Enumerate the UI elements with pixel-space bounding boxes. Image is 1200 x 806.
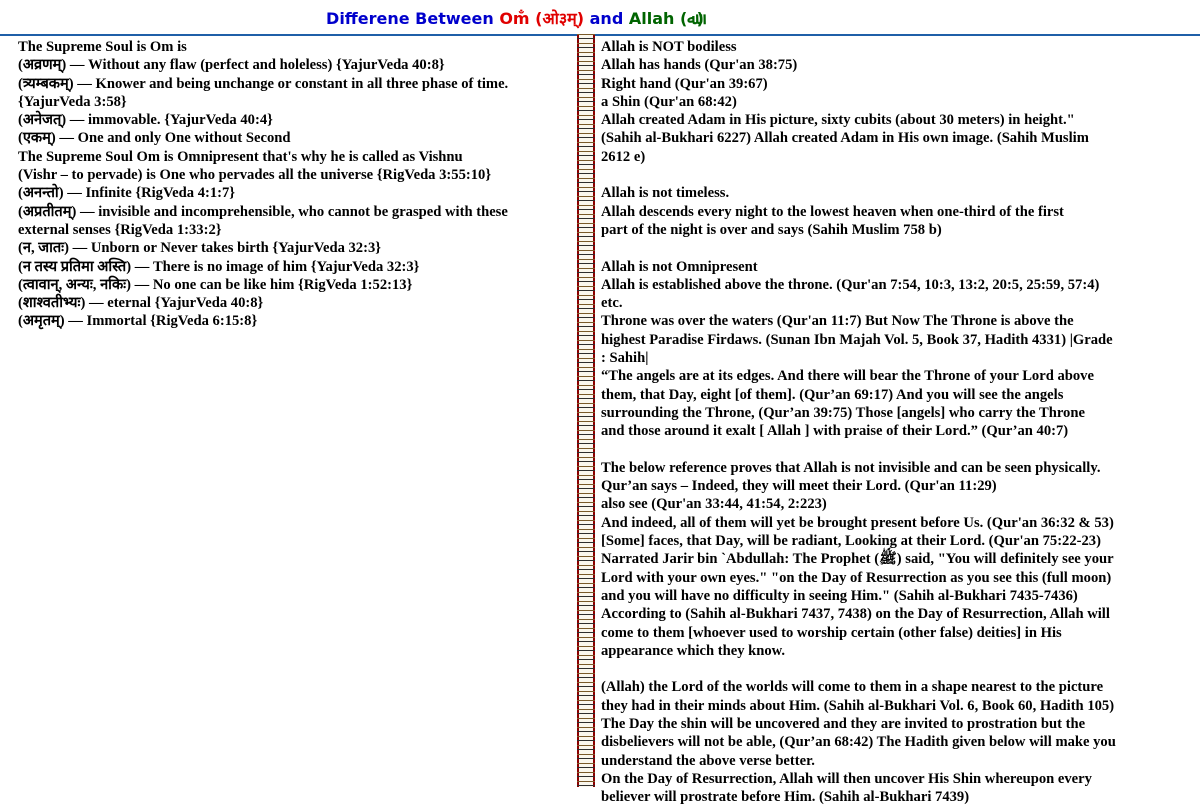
right-line: Allah has hands (Qur'an 38:75) bbox=[601, 57, 798, 74]
right-line: Allah is NOT bodiless bbox=[601, 39, 737, 55]
right-line: Allah is not Omnipresent bbox=[601, 258, 758, 275]
right-line: they had in their minds about Him. (Sahih al-Bukhari Vol. 6, Book 60, Hadith 105) bbox=[601, 697, 1115, 714]
left-line: (त्वावान्, अन्यः, नकिः) — No one can be like him {RigVeda 1:52:13} bbox=[18, 276, 413, 293]
left-line: (एकम्) — One and only One without Second bbox=[18, 130, 291, 147]
right-line: Throne was over the waters (Qur'an 11:7) But Now The Throne is above the bbox=[601, 313, 1074, 330]
right-line: and those around it exalt [ Allah ] with praise of their Lord.” (Qur’an 40:7) bbox=[601, 423, 1069, 440]
right-line: “The angels are at its edges. And there will bear the Throne of your Lord above bbox=[601, 368, 1094, 385]
right-line: disbelievers will not be able, (Qur’an 68:42) The Hadith given below will make you bbox=[601, 734, 1116, 751]
right-line: The Day the shin will be uncovered and they are invited to prostration but the bbox=[601, 715, 1086, 732]
left-line: (अनेजत्) — immovable. {YajurVeda 40:4} bbox=[18, 112, 273, 129]
top-rule bbox=[0, 34, 1200, 36]
right-line: surrounding the Throne, (Qur’an 39:75) Those [angels] who carry the Throne bbox=[601, 404, 1085, 421]
title-prefix: Differene Between bbox=[326, 9, 500, 28]
left-line: (अप्रतीतम्) — invisible and incomprehensible, who cannot be grasped with these bbox=[18, 203, 508, 220]
section-not-timeless bbox=[601, 184, 1191, 239]
right-line: (Sahih al-Bukhari 6227) Allah created Adam in His own image. (Sahih Muslim bbox=[601, 130, 1089, 147]
right-line: According to (Sahih al-Bukhari 7437, 7438) on the Day of Resurrection, Allah will bbox=[601, 606, 1110, 623]
right-line: believer will prostrate before Him. (Sahih al-Bukhari 7439) bbox=[601, 789, 970, 806]
right-line: part of the night is over and says (Sahih Muslim 758 b) bbox=[601, 221, 942, 238]
left-line: The Supreme Soul Om is Omnipresent that's why he is called as Vishnu bbox=[18, 148, 463, 165]
section-not-bodiless bbox=[601, 38, 1191, 166]
left-line: The Supreme Soul is Om is bbox=[18, 39, 187, 55]
right-line: Allah is not timeless. bbox=[601, 185, 730, 202]
title-om-devanagari: (ओ३म्) bbox=[535, 9, 585, 28]
right-line: highest Paradise Firdaws. (Sunan Ibn Majah Vol. 5, Book 37, Hadith 4331) |Grade bbox=[601, 331, 1113, 348]
right-line: Allah is established above the throne. (Qur'an 7:54, 10:3, 13:2, 20:5, 25:59, 57:4) bbox=[601, 276, 1100, 293]
right-line: Narrated Jarir bin `Abdullah: The Prophet (ﷺ) said, "You will definitely see your bbox=[601, 551, 1114, 568]
left-line: (त्र्यम्बकम्) — Knower and being unchange or constant in all three phase of time. bbox=[18, 75, 509, 92]
right-line: appearance which they know. bbox=[601, 642, 786, 659]
left-line: (अमृतम्) — Immortal {RigVeda 6:15:8} bbox=[18, 313, 258, 330]
title-and: and bbox=[584, 9, 629, 28]
right-line: them, that Day, eight [of them]. (Qur’an 69:17) And you will see the angels bbox=[601, 386, 1064, 403]
page-title bbox=[0, 8, 1030, 30]
right-line: Right hand (Qur'an 39:67) bbox=[601, 75, 768, 92]
column-divider-border bbox=[577, 34, 595, 787]
left-line: {YajurVeda 3:58} bbox=[18, 93, 127, 110]
right-line: Lord with your own eyes." "on the Day of Resurrection as you see this (full moon) bbox=[601, 569, 1112, 586]
section-not-omnipresent bbox=[601, 258, 1191, 441]
right-line: 2612 e) bbox=[601, 148, 646, 165]
left-line: (न, जातः) — Unborn or Never takes birth {YajurVeda 32:3} bbox=[18, 240, 382, 257]
right-line: On the Day of Resurrection, Allah will then uncover His Shin whereupon every bbox=[601, 770, 1092, 787]
right-column-allah bbox=[601, 38, 1191, 806]
right-line: Allah created Adam in His picture, sixty cubits (about 30 meters) in height." bbox=[601, 112, 1075, 129]
title-allah: Allah bbox=[628, 9, 675, 28]
right-line: a Shin (Qur'an 68:42) bbox=[601, 93, 737, 110]
left-line: external senses {RigVeda 1:33:2} bbox=[18, 221, 222, 238]
left-line: (शाश्वतीभ्यः) — eternal {YajurVeda 40:8} bbox=[18, 295, 264, 312]
right-line: The below reference proves that Allah is not invisible and can be seen physically. bbox=[601, 459, 1101, 476]
title-allah-arabic: (ﷲ) bbox=[679, 9, 704, 28]
right-line: [Some] faces, that Day, will be radiant, Looking at their Lord. (Qur'an 75:22-23) bbox=[601, 533, 1101, 550]
right-line: come to them [whoever used to worship certain (other false) deities] in His bbox=[601, 624, 1062, 641]
right-line: etc. bbox=[601, 295, 623, 312]
right-line: also see (Qur'an 33:44, 41:54, 2:223) bbox=[601, 496, 827, 513]
right-line: : Sahih| bbox=[601, 350, 649, 367]
right-line: understand the above verse better. bbox=[601, 752, 815, 769]
right-line: Allah descends every night to the lowest heaven when one-third of the first bbox=[601, 203, 1064, 220]
left-column-om bbox=[18, 38, 578, 331]
right-line: And indeed, all of them will yet be brought present before Us. (Qur'an 36:32 & 53) bbox=[601, 514, 1114, 531]
left-line: (अनन्तो) — Infinite {RigVeda 4:1:7} bbox=[18, 185, 236, 202]
right-line: (Allah) the Lord of the worlds will come to them in a shape nearest to the picture bbox=[601, 679, 1104, 696]
left-line: (न तस्य प्रतिमा अस्ति) — There is no image of him {YajurVeda 32:3} bbox=[18, 258, 420, 275]
left-line: (अव्रणम्) — Without any flaw (perfect and holeless) {YajurVeda 40:8} bbox=[18, 57, 445, 74]
left-line: (Vishr – to pervade) is One who pervades all the universe {RigVeda 3:55:10} bbox=[18, 167, 492, 184]
right-line: and you will have no difficulty in seeing Him." (Sahih al-Bukhari 7435-7436) bbox=[601, 587, 1078, 604]
title-om: Om̐ bbox=[499, 9, 530, 28]
section-not-invisible bbox=[601, 459, 1191, 660]
right-line: Qur’an says – Indeed, they will meet their Lord. (Qur'an 11:29) bbox=[601, 478, 997, 495]
